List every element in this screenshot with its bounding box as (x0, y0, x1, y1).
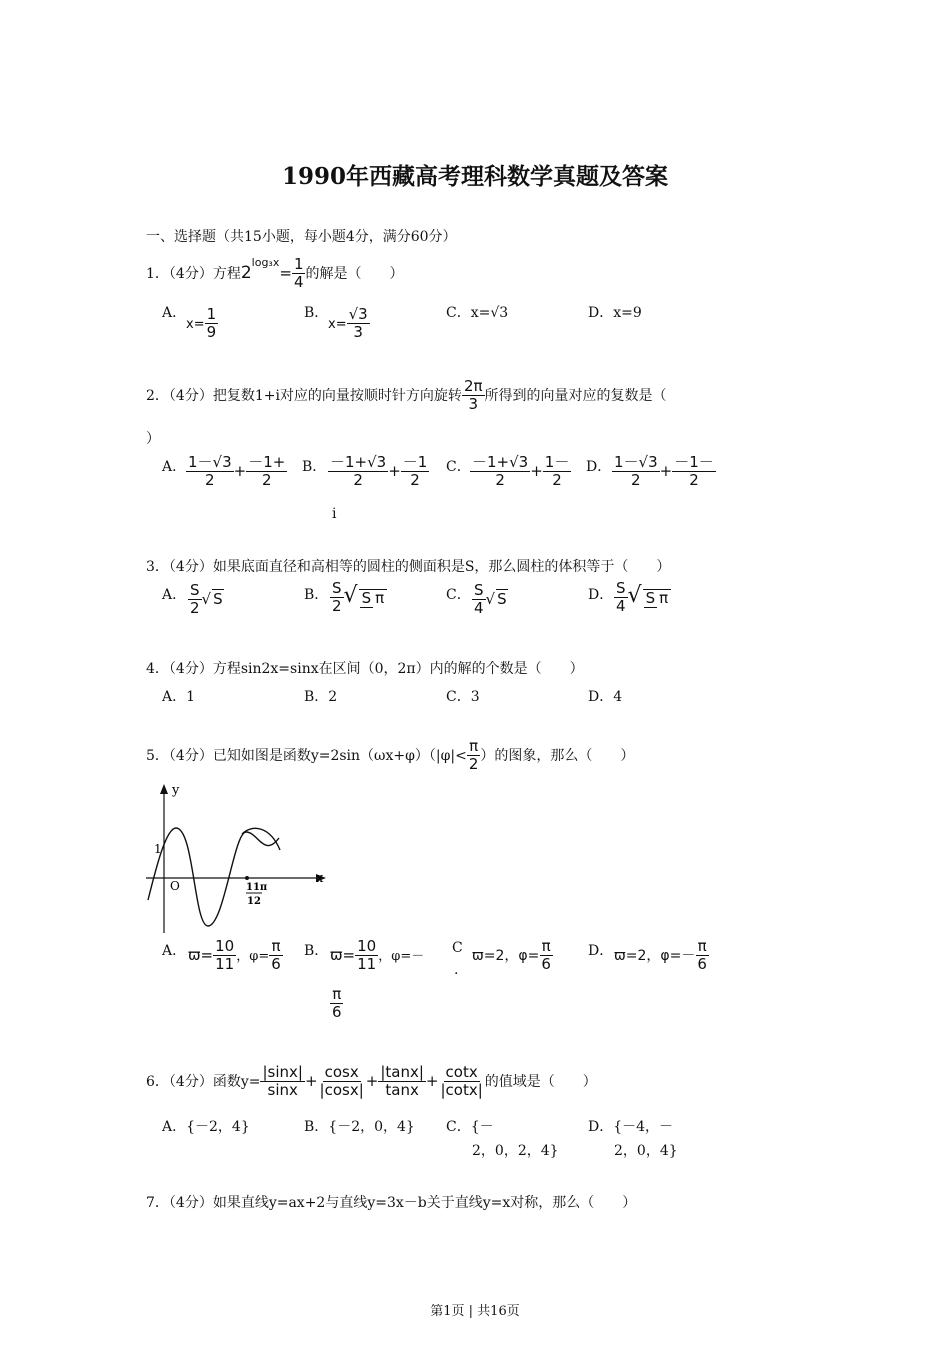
tick-11pi-den: 12 (247, 896, 261, 907)
q6-t3n: |tanx| (380, 1063, 424, 1081)
q5-option-a-value (188, 938, 283, 974)
q5-c-pfrac (539, 938, 553, 974)
q2-a-n1: 1－√3 (188, 453, 232, 471)
q2-option-a (162, 456, 186, 476)
q1-c-label: C． (446, 305, 471, 321)
q5-a-omega: ϖ= (188, 945, 214, 964)
q2-b-frac1 (328, 454, 388, 490)
q5-d-omega: ϖ=2，φ=－ (614, 947, 696, 964)
q6-term4 (439, 1064, 485, 1100)
q1-a-den: 9 (206, 323, 217, 342)
q1-a-frac (205, 306, 219, 342)
q1-frac-den: 4 (293, 273, 304, 292)
q2-text-b: 所得到的向量对应的复数是（ (484, 387, 667, 404)
q3-option-a (162, 584, 186, 604)
q2-d-n2: －1－ (674, 453, 714, 471)
q1-base: 2 (240, 262, 252, 283)
q5-c-omega: ϖ=2，φ= (472, 947, 540, 964)
q5-d-pd: 6 (697, 955, 707, 974)
q1-option-b (304, 302, 328, 322)
q2-c-d1: 2 (495, 471, 505, 490)
q6-option-d-line1: D．{－4，－ (588, 1119, 674, 1135)
q2-b-label: B． (302, 459, 327, 475)
q3-d-den: 4 (616, 597, 626, 616)
q6-plus2: + (365, 1071, 379, 1090)
q2-frac-den: 3 (468, 395, 478, 414)
q3-a-label: A． (162, 587, 187, 603)
q3-d-num: S (616, 579, 626, 597)
sine-curve (148, 828, 279, 926)
q6-t3d: tanx (385, 1081, 419, 1100)
question-6-stem (146, 1064, 597, 1100)
q3-d-label: D． (588, 587, 614, 603)
question-7-stem: 7．（4分）如果直线y=ax+2与直线y=3x－b关于直线y=x对称，那么（ ） (146, 1195, 637, 1211)
q3-b-label: B． (304, 587, 329, 603)
q6-option-c-line2: 2，0，2，4} (472, 1143, 559, 1159)
q6-term2 (318, 1064, 366, 1100)
q3-option-a-value: $\frac{S}{2}$ √ S (190, 581, 223, 618)
q3-d-radfrac (643, 589, 672, 607)
q5-c-label: C (452, 940, 463, 956)
q3-a-num: S (190, 581, 200, 599)
page-title: 1990年西藏高考理科数学真题及答案 (281, 163, 668, 190)
q5-fraction (467, 738, 481, 774)
q2-a-d1: 2 (205, 471, 215, 490)
q2-option-c (446, 456, 471, 476)
q2-c-label: C． (446, 459, 471, 475)
q5-a-label: A． (162, 943, 187, 959)
q1-b-den: 3 (353, 323, 363, 342)
q6-option-c-line1: C．{－ (446, 1119, 494, 1135)
q6-option-d-line2: 2，0，4} (614, 1143, 678, 1159)
q1-b-num: √3 (348, 305, 368, 323)
q1-a-label: A． (162, 305, 187, 321)
q4-option-b: B．2 (304, 689, 338, 705)
q1-option-a (162, 302, 186, 322)
q2-d-d2: 2 (689, 471, 699, 490)
q1-option-c (446, 302, 508, 322)
question-2-stem (146, 378, 667, 414)
q2-c-plus: + (530, 461, 543, 480)
q5-option-c-value (472, 938, 553, 974)
q5-option-d-value (614, 938, 709, 974)
q2-frac-num: 2π (463, 377, 483, 395)
q1-option-a-value (186, 306, 218, 342)
q6-t2n: cosx (324, 1063, 359, 1081)
q3-option-b (304, 584, 328, 604)
q2-option-b (302, 456, 326, 476)
q5-option-a (162, 940, 186, 960)
q6-plus1: + (304, 1071, 318, 1090)
q6-term1 (260, 1064, 304, 1100)
q2-text-a: 2．（4分）把复数1+i对应的向量按顺时针方向旋转 (146, 387, 462, 404)
q1-text-b: 的解是（ ） (305, 265, 404, 282)
q2-b-tail: i (332, 506, 337, 522)
q2-b-d2: 2 (410, 471, 420, 490)
q5-a-wd: 11 (215, 955, 235, 974)
q2-a-plus: + (233, 461, 247, 480)
q2-c-n1: －1+√3 (472, 453, 529, 471)
q2-c-d2: 2 (552, 471, 562, 490)
q2-a-label: A． (162, 459, 187, 475)
q6-term3 (378, 1064, 426, 1100)
q6-t1n: |sinx| (262, 1063, 303, 1081)
q5-b-label: B． (304, 943, 329, 959)
q5-b-wd: 11 (357, 955, 377, 974)
q5-option-b-phi (330, 986, 344, 1022)
q4-option-a: A．1 (162, 689, 196, 705)
q1-a-pre: x= (186, 316, 205, 332)
q5-option-b-value (330, 938, 424, 974)
q3-d-rnum: S (645, 588, 656, 607)
q5-c-pd: 6 (541, 955, 551, 974)
question-1-stem (146, 256, 403, 292)
q2-option-d (586, 456, 611, 476)
q1-b-frac (347, 306, 370, 342)
q2-d-label: D． (586, 459, 612, 475)
question-5-stem (146, 738, 634, 774)
q3-b-radfrac (359, 589, 388, 607)
q6-t1d: sinx (267, 1081, 298, 1100)
y-axis-arrow (160, 784, 168, 794)
q3-option-c-value: $\frac{S}{4}$ √ S (474, 581, 507, 618)
q5-frac-den: 2 (468, 755, 479, 774)
q2-b-plus: + (388, 461, 401, 480)
q5-d-pn: π (697, 937, 707, 955)
q5-a-pfrac (269, 938, 283, 974)
q5-a-wn: 10 (215, 937, 235, 955)
q5-b-wn: 10 (357, 937, 377, 955)
q1-d-text: x=9 (613, 305, 642, 321)
q5-c-dot: . (454, 962, 459, 978)
q6-text-b: 的值域是（ ） (484, 1073, 597, 1090)
tick-1-label: 1 (154, 842, 162, 856)
q2-d-frac2 (672, 454, 716, 490)
q3-b-num: S (332, 579, 342, 597)
q2-close-paren: ） (146, 431, 160, 447)
q3-b-rden: π (375, 588, 385, 607)
q1-eq: = (279, 263, 292, 282)
q3-option-b-value: $\frac{S}{2}$ √ S π (330, 580, 387, 616)
q5-text-b: ）的图象，那么（ ） (480, 747, 635, 764)
q5-c-pn: π (541, 937, 551, 955)
q1-option-d (588, 302, 642, 322)
q5-a-wfrac (213, 938, 236, 974)
q4-option-c: C．3 (446, 689, 480, 705)
q2-b-frac2 (401, 454, 430, 490)
q6-option-b: B．{－2，0，4} (304, 1119, 415, 1135)
q2-d-frac1 (612, 454, 660, 490)
q3-c-den: 4 (474, 599, 484, 618)
q2-d-n1: 1－√3 (614, 453, 658, 471)
q3-d-frac (614, 580, 628, 616)
q3-b-rnum: S (361, 588, 372, 607)
q1-c-text: x=√3 (470, 305, 509, 321)
q6-plus3: + (425, 1071, 439, 1090)
q5-frac-num: π (469, 737, 479, 755)
q3-d-rden: π (659, 588, 669, 607)
q6-t2d: |cosx| (319, 1081, 364, 1100)
q1-b-pre: x= (328, 316, 347, 332)
x-axis-label: x (316, 871, 324, 886)
q1-frac-num: 1 (293, 255, 304, 273)
q2-a-frac1 (186, 454, 234, 490)
q5-b-mid: ，φ=－ (378, 948, 425, 964)
q2-c-frac2 (543, 454, 572, 490)
q3-c-rad: S (497, 589, 507, 608)
q6-text-a: 6．（4分）函数y= (146, 1073, 261, 1090)
q5-b-omega: ϖ= (330, 945, 356, 964)
q2-d-plus: + (659, 461, 673, 480)
q5-b-pd: 6 (332, 1003, 342, 1022)
origin-label: O (170, 879, 180, 893)
q5-b-wfrac (355, 938, 378, 974)
q1-fraction (292, 256, 306, 292)
section-heading: 一、选择题（共15小题，每小题4分，满分60分） (146, 229, 457, 245)
q2-d-d1: 2 (631, 471, 641, 490)
sine-graph (146, 778, 331, 933)
q3-option-c (446, 584, 471, 604)
q5-option-d (588, 940, 613, 960)
q5-a-pd: 6 (271, 955, 281, 974)
q2-b-n2: －1 (402, 453, 428, 471)
question-3-stem: 3．（4分）如果底面直径和高相等的圆柱的侧面积是S，那么圆柱的体积等于（ ） (146, 559, 671, 575)
q3-c-num: S (474, 581, 484, 599)
q3-a-rad: S (213, 589, 223, 608)
q3-option-d (588, 584, 613, 604)
q1-option-b-value (328, 306, 370, 342)
q5-a-pn: π (271, 937, 281, 955)
q2-a-d2: 2 (262, 471, 272, 490)
q1-d-label: D． (588, 305, 614, 321)
q3-option-d-value: $\frac{S}{4}$ √ S π (614, 580, 671, 616)
q5-a-mid: ，φ= (236, 948, 270, 964)
q5-text-a: 5．（4分）已知如图是函数y=2sin（ωx+φ）（|φ|< (146, 747, 467, 764)
q2-option-c-value (470, 454, 571, 490)
q2-b-d1: 2 (353, 471, 363, 490)
q2-b-n1: －1+√3 (330, 453, 387, 471)
q6-t4d: |cotx| (440, 1081, 483, 1100)
q1-a-num: 1 (206, 305, 217, 323)
tick-11pi-num: 11π (246, 882, 268, 893)
page-footer: 第1页 | 共16页 (430, 1304, 520, 1319)
q2-c-frac1 (470, 454, 530, 490)
q5-b-pfrac (330, 986, 344, 1022)
q1-b-label: B． (304, 305, 329, 321)
q2-a-n2: －1+ (248, 453, 286, 471)
q3-a-den: 2 (190, 599, 200, 618)
q3-a-frac (188, 582, 202, 618)
q3-c-frac (472, 582, 486, 618)
q2-option-a-value (186, 454, 287, 490)
q5-option-c (452, 940, 463, 956)
q2-fraction (462, 378, 485, 414)
q5-d-pfrac (695, 938, 709, 974)
q6-option-a: A．{－2，4} (162, 1119, 250, 1135)
q2-c-n2: 1－ (544, 453, 570, 471)
q2-option-d-value (612, 454, 716, 490)
q3-b-den: 2 (332, 597, 342, 616)
q1-exponent: log₃x (251, 256, 280, 270)
q6-t4n: cotx (445, 1063, 478, 1081)
q5-option-b (304, 940, 328, 960)
q3-b-frac (330, 580, 344, 616)
q2-option-b-value (328, 454, 429, 490)
q5-b-pn: π (332, 985, 342, 1003)
q1-text-a: 1．（4分）方程 (146, 265, 241, 282)
y-axis-label: y (172, 783, 180, 798)
question-4-stem: 4．（4分）方程sin2x=sinx在区间（0，2π）内的解的个数是（ ） (146, 661, 584, 677)
zero-crossing-point (245, 876, 249, 880)
q3-c-label: C． (446, 587, 471, 603)
q4-option-d: D．4 (588, 689, 623, 705)
q2-a-frac2 (246, 454, 287, 490)
q5-d-label: D． (588, 943, 614, 959)
